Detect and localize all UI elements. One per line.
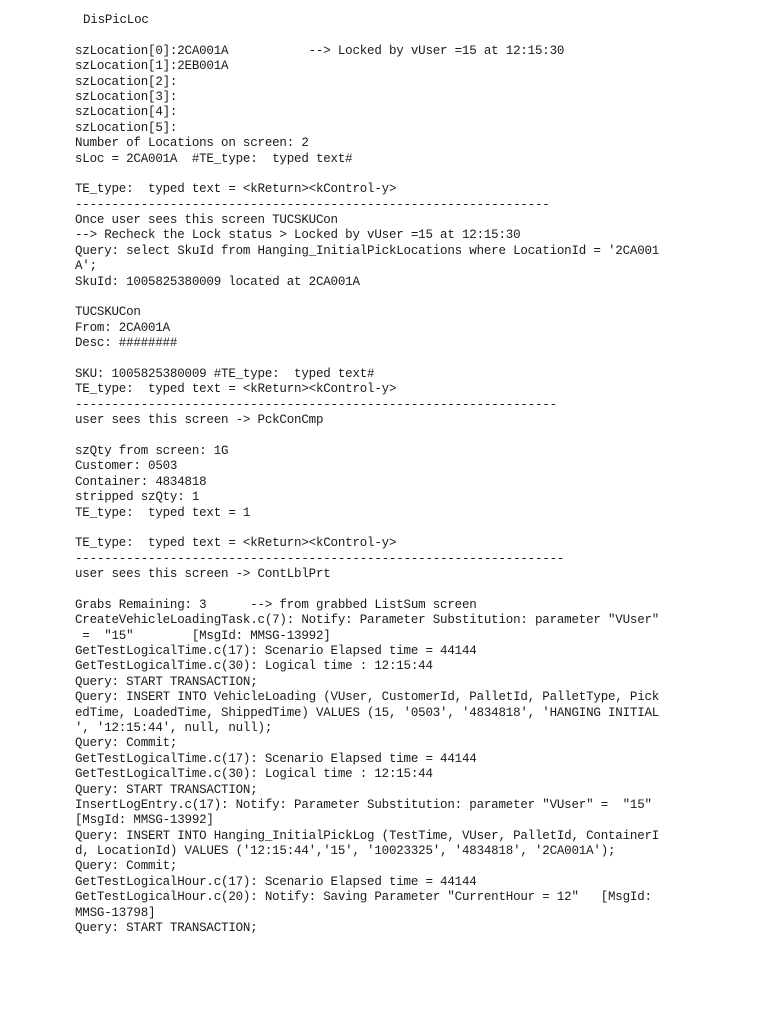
log-line: szLocation[3]: (75, 89, 178, 104)
log-line (75, 28, 695, 43)
log-line: MMSG-13798] (75, 905, 156, 920)
log-line (75, 582, 695, 597)
log-line: TE_type: typed text = <kReturn><kControl-y> (75, 382, 397, 397)
log-line: From: 2CA001A (75, 320, 170, 335)
log-line: GetTestLogicalTime.c(17): Scenario Elapsed time = 44144 (75, 751, 477, 766)
log-line: szLocation[4]: (75, 105, 178, 120)
document-title: DisPicLoc (83, 13, 149, 27)
log-line: Number of Locations on screen: 2 (75, 136, 309, 151)
log-line: GetTestLogicalHour.c(20): Notify: Saving Parameter "CurrentHour = 12" [MsgId: (75, 890, 652, 905)
log-line: Query: Commit; (75, 736, 178, 751)
log-line: ------------------------------------------------------------------ (75, 397, 557, 412)
log-line: SkuId: 1005825380009 located at 2CA001A (75, 274, 360, 289)
log-line: --> Recheck the Lock status > Locked by vUser =15 at 12:15:30 (75, 228, 521, 243)
log-line: InsertLogEntry.c(17): Notify: Parameter Substitution: parameter "VUser" = "15" (75, 797, 652, 812)
log-line (75, 429, 695, 444)
log-line: Desc: ######## (75, 336, 178, 351)
log-line: Query: START TRANSACTION; (75, 782, 258, 797)
log-lines (75, 28, 695, 936)
log-line: Query: START TRANSACTION; (75, 674, 258, 689)
log-document (75, 13, 695, 936)
log-line: GetTestLogicalTime.c(30): Logical time : 12:15:44 (75, 659, 433, 674)
log-line: szQty from screen: 1G (75, 443, 229, 458)
log-line: ----------------------------------------------------------------- (75, 197, 550, 212)
log-line (75, 290, 695, 305)
log-line: TUCSKUCon (75, 305, 141, 320)
log-line: SKU: 1005825380009 #TE_type: typed text# (75, 366, 375, 381)
log-line: Query: START TRANSACTION; (75, 921, 258, 936)
log-line: = "15" [MsgId: MMSG-13992] (75, 628, 331, 643)
log-line: ------------------------------------------------------------------- (75, 551, 565, 566)
log-line: TE_type: typed text = <kReturn><kControl-y> (75, 182, 397, 197)
log-line: TE_type: typed text = <kReturn><kControl-y> (75, 536, 397, 551)
log-line: Once user sees this screen TUCSKUCon (75, 213, 338, 228)
log-line: Query: INSERT INTO VehicleLoading (VUser, CustomerId, PalletId, PalletType, Pick (75, 690, 660, 705)
log-line: [MsgId: MMSG-13992] (75, 813, 214, 828)
log-line: TE_type: typed text = 1 (75, 505, 251, 520)
log-line: szLocation[0]:2CA001A --> Locked by vUser =15 at 12:15:30 (75, 43, 565, 58)
log-line (75, 352, 695, 367)
log-line: user sees this screen -> ContLblPrt (75, 567, 331, 582)
log-line: CreateVehicleLoadingTask.c(7): Notify: Parameter Substitution: parameter "VUser" (75, 613, 660, 628)
log-line: edTime, LoadedTime, ShippedTime) VALUES (15, '0503', '4834818', 'HANGING INITIAL (75, 705, 660, 720)
log-line: Query: INSERT INTO Hanging_InitialPickLog (TestTime, VUser, PalletId, ContainerI (75, 828, 660, 843)
log-line: Query: Commit; (75, 859, 178, 874)
log-line: Query: select SkuId from Hanging_InitialPickLocations where LocationId = '2CA001 (75, 243, 660, 258)
log-line: GetTestLogicalTime.c(30): Logical time : 12:15:44 (75, 767, 433, 782)
log-line (75, 521, 695, 536)
log-line: A'; (75, 259, 97, 274)
log-line: szLocation[5]: (75, 120, 178, 135)
log-line: szLocation[1]:2EB001A (75, 59, 229, 74)
log-line: user sees this screen -> PckConCmp (75, 413, 324, 428)
log-line: szLocation[2]: (75, 74, 178, 89)
log-line: sLoc = 2CA001A #TE_type: typed text# (75, 151, 353, 166)
log-line: Grabs Remaining: 3 --> from grabbed ListSum screen (75, 597, 477, 612)
log-line: Container: 4834818 (75, 474, 207, 489)
log-line: ', '12:15:44', null, null); (75, 720, 273, 735)
log-line: GetTestLogicalHour.c(17): Scenario Elapsed time = 44144 (75, 874, 477, 889)
log-line: stripped szQty: 1 (75, 490, 200, 505)
log-line: d, LocationId) VALUES ('12:15:44','15', '10023325', '4834818', '2CA001A'); (75, 844, 616, 859)
log-line: Customer: 0503 (75, 459, 178, 474)
log-line: GetTestLogicalTime.c(17): Scenario Elapsed time = 44144 (75, 644, 477, 659)
log-line (75, 167, 695, 182)
